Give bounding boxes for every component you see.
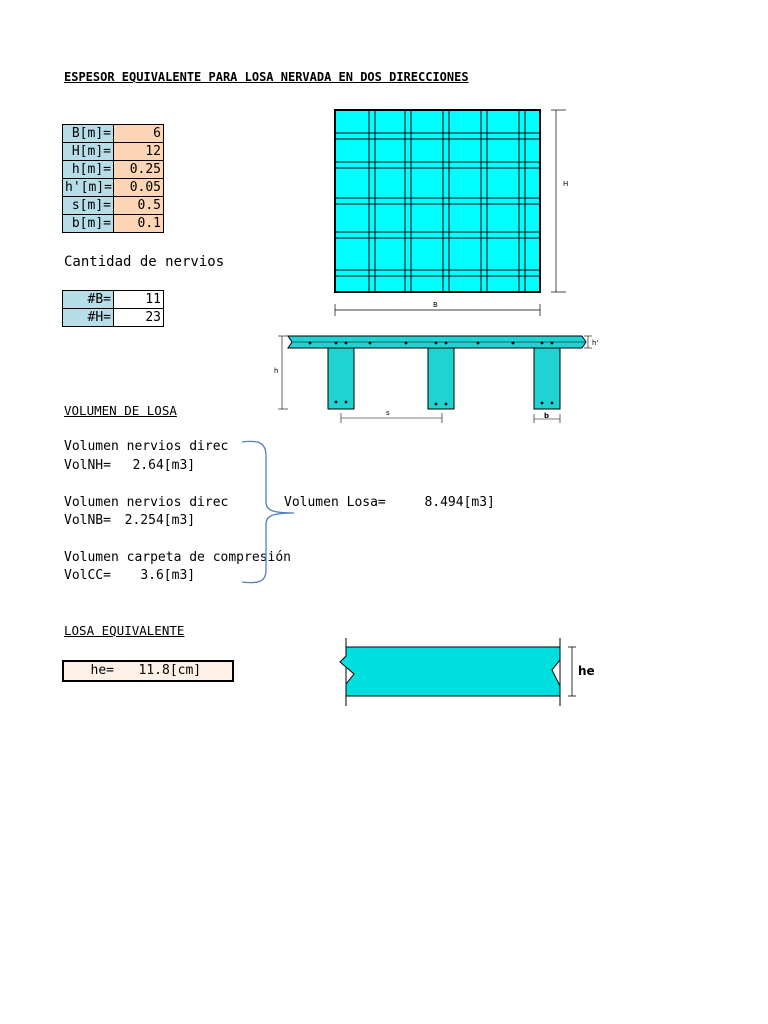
input-label: h'[m]= [63,179,114,197]
plan-slab [335,110,540,292]
ribs-b-value: 2.254 [124,513,164,528]
slab-label: Volumen carpeta de compresión [64,550,291,565]
ribs-heading: Cantidad de nervios [64,254,225,270]
equivalent-slab-diagram [334,636,596,708]
section-dim-hprime: h' [592,339,599,347]
he-label: he= [90,663,114,678]
plan-dim-h: H [563,180,569,188]
equivalent-heading: LOSA EQUIVALENTE [64,623,185,638]
input-label: h[m]= [63,161,114,179]
ribs-row [63,309,164,327]
input-value[interactable]: 0.05 [114,179,164,197]
ribs-value[interactable]: 23 [114,309,164,327]
input-label: H[m]= [63,143,114,161]
page-title: ESPESOR EQUIVALENTE PARA LOSA NERVADA EN DOS DIRECCIONES [64,70,469,84]
input-row [63,161,164,179]
input-label: s[m]= [63,197,114,215]
input-value[interactable]: 6 [114,125,164,143]
plan-dim-b: B [433,301,438,309]
slab-name: VolCC= [64,568,111,583]
equivalent-result-box [62,660,234,682]
section-dim-h: h [274,367,279,375]
ribs-table [62,290,164,327]
section-rib-2 [428,348,454,409]
section-dim-s: s [386,409,390,417]
he-value: 11.8 [138,663,170,678]
ribs-label: #B= [63,291,114,309]
total-volume-value: 8.494 [424,495,464,510]
ribs-b-label: Volumen nervios direc [64,495,229,510]
section-rib-1 [328,348,354,409]
input-value[interactable]: 0.1 [114,215,164,233]
ribs-b-name: VolNB= [64,513,111,528]
ribs-h-value: 2.64 [132,458,164,473]
plan-view-diagram [326,104,576,320]
brace-icon [238,436,298,588]
input-label: B[m]= [63,125,114,143]
ribs-h-label: Volumen nervios direc [64,439,229,454]
slab-value: 3.6 [140,568,164,583]
input-row [63,143,164,161]
ribs-row [63,291,164,309]
equivalent-slab [340,647,560,696]
input-row [63,179,164,197]
input-row [63,125,164,143]
section-rib-3 [534,348,560,409]
ribs-h-name: VolNH= [64,458,111,473]
volume-heading: VOLUMEN DE LOSA [64,403,177,418]
ribs-label: #H= [63,309,114,327]
input-row [63,215,164,233]
slab-unit: [m3] [163,568,196,583]
input-value[interactable]: 0.25 [114,161,164,179]
input-value[interactable]: 12 [114,143,164,161]
ribs-h-row [64,458,195,473]
equivalent-dim-he: he [578,664,595,678]
ribs-b-row [64,513,195,528]
input-table [62,124,164,233]
he-unit: [cm] [169,663,202,678]
section-diagram [270,326,600,430]
ribs-value[interactable]: 11 [114,291,164,309]
total-volume-unit: [m3] [463,495,495,510]
ribs-h-unit: [m3] [163,458,196,473]
total-volume-row [284,495,495,510]
slab-row [64,568,195,583]
input-label: b[m]= [63,215,114,233]
input-value[interactable]: 0.5 [114,197,164,215]
input-row [63,197,164,215]
total-volume-label: Volumen Losa= [284,495,386,510]
ribs-b-unit: [m3] [163,513,196,528]
section-dim-b: b [544,412,550,420]
